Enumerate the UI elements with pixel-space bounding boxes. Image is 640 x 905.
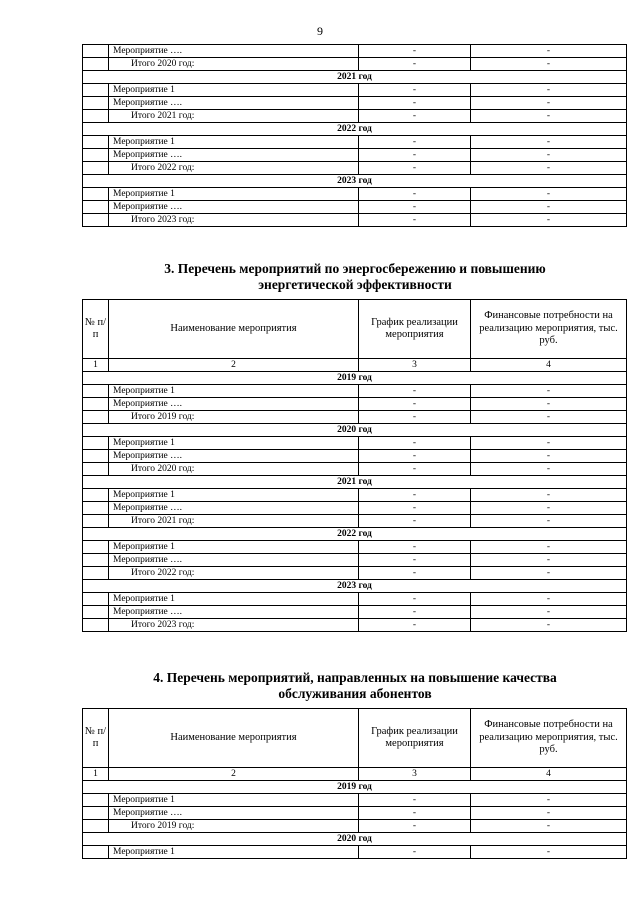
continued-table — [82, 44, 627, 227]
row-number — [83, 502, 109, 515]
total-label: Итого 2022 год: — [109, 567, 359, 580]
finance-value: - — [471, 593, 627, 606]
column-number: 3 — [359, 768, 471, 781]
item-name: Мероприятие …. — [109, 502, 359, 515]
schedule-value: - — [359, 541, 471, 554]
schedule-value: - — [359, 820, 471, 833]
total-row — [83, 214, 627, 227]
table-row — [83, 593, 627, 606]
total-row — [83, 411, 627, 424]
schedule-value: - — [359, 437, 471, 450]
schedule-value: - — [359, 606, 471, 619]
finance-value: - — [471, 437, 627, 450]
row-number — [83, 515, 109, 528]
row-number — [83, 437, 109, 450]
row-number — [83, 846, 109, 859]
section-4-table-body — [83, 781, 627, 859]
total-row — [83, 567, 627, 580]
row-number — [83, 606, 109, 619]
schedule-value: - — [359, 450, 471, 463]
item-name: Мероприятие 1 — [109, 489, 359, 502]
row-number — [83, 149, 109, 162]
total-row — [83, 110, 627, 123]
year-label: 2019 год — [83, 781, 627, 794]
year-row — [83, 580, 627, 593]
finance-value: - — [471, 807, 627, 820]
item-name: Мероприятие …. — [109, 398, 359, 411]
finance-value: - — [471, 385, 627, 398]
row-number — [83, 97, 109, 110]
finance-value: - — [471, 502, 627, 515]
schedule-value: - — [359, 149, 471, 162]
year-row — [83, 71, 627, 84]
year-label: 2020 год — [83, 833, 627, 846]
item-name: Мероприятие …. — [109, 606, 359, 619]
continued-table-body — [83, 45, 627, 227]
column-number: 1 — [83, 359, 109, 372]
total-row — [83, 515, 627, 528]
table-row — [83, 606, 627, 619]
row-number — [83, 554, 109, 567]
finance-value: - — [471, 97, 627, 110]
finance-value: - — [471, 188, 627, 201]
schedule-value: - — [359, 489, 471, 502]
finance-value: - — [471, 794, 627, 807]
row-number — [83, 136, 109, 149]
total-label: Итого 2023 год: — [109, 214, 359, 227]
finance-value: - — [471, 411, 627, 424]
total-label: Итого 2020 год: — [109, 58, 359, 71]
year-label: 2020 год — [83, 424, 627, 437]
header-row — [83, 300, 627, 359]
finance-value: - — [471, 110, 627, 123]
row-number — [83, 820, 109, 833]
row-number — [83, 188, 109, 201]
header-num: № п/п — [83, 300, 109, 359]
row-number — [83, 567, 109, 580]
year-label: 2021 год — [83, 71, 627, 84]
item-name: Мероприятие …. — [109, 450, 359, 463]
year-row — [83, 424, 627, 437]
finance-value: - — [471, 214, 627, 227]
schedule-value: - — [359, 162, 471, 175]
item-name: Мероприятие 1 — [109, 794, 359, 807]
header-row — [83, 709, 627, 768]
section-3-title — [110, 261, 600, 293]
finance-value: - — [471, 515, 627, 528]
schedule-value: - — [359, 385, 471, 398]
row-number — [83, 463, 109, 476]
table-row — [83, 385, 627, 398]
total-row — [83, 619, 627, 632]
finance-value: - — [471, 201, 627, 214]
total-label: Итого 2019 год: — [109, 411, 359, 424]
schedule-value: - — [359, 567, 471, 580]
table-row — [83, 450, 627, 463]
item-name: Мероприятие …. — [109, 201, 359, 214]
item-name: Мероприятие 1 — [109, 437, 359, 450]
finance-value: - — [471, 541, 627, 554]
table-row — [83, 201, 627, 214]
column-number-row — [83, 359, 627, 372]
finance-value: - — [471, 489, 627, 502]
row-number — [83, 398, 109, 411]
schedule-value: - — [359, 515, 471, 528]
column-number: 4 — [471, 359, 627, 372]
table-row — [83, 97, 627, 110]
page-number: 9 — [317, 24, 323, 38]
finance-value: - — [471, 554, 627, 567]
year-label: 2023 год — [83, 175, 627, 188]
row-number — [83, 162, 109, 175]
header-name: Наименование мероприятия — [109, 300, 359, 359]
row-number — [83, 214, 109, 227]
year-label: 2021 год — [83, 476, 627, 489]
row-number — [83, 593, 109, 606]
row-number — [83, 450, 109, 463]
finance-value: - — [471, 619, 627, 632]
column-number: 3 — [359, 359, 471, 372]
table-row — [83, 136, 627, 149]
row-number — [83, 794, 109, 807]
schedule-value: - — [359, 554, 471, 567]
table-row — [83, 502, 627, 515]
section-3-title-line-1: 3. Перечень мероприятий по энергосбережению и повышению — [164, 261, 546, 276]
finance-value: - — [471, 606, 627, 619]
row-number — [83, 58, 109, 71]
schedule-value: - — [359, 110, 471, 123]
header-name: Наименование мероприятия — [109, 709, 359, 768]
item-name: Мероприятие …. — [109, 554, 359, 567]
year-label: 2023 год — [83, 580, 627, 593]
schedule-value: - — [359, 807, 471, 820]
table-row — [83, 846, 627, 859]
column-number: 4 — [471, 768, 627, 781]
finance-value: - — [471, 463, 627, 476]
table-row — [83, 45, 627, 58]
section-3-table — [82, 299, 627, 632]
finance-value: - — [471, 84, 627, 97]
section-4-title-line-1: 4. Перечень мероприятий, направленных на повышение качества — [153, 670, 557, 685]
column-number: 2 — [109, 359, 359, 372]
year-row — [83, 175, 627, 188]
table-row — [83, 84, 627, 97]
total-label: Итого 2023 год: — [109, 619, 359, 632]
total-label: Итого 2019 год: — [109, 820, 359, 833]
row-number — [83, 489, 109, 502]
item-name: Мероприятие 1 — [109, 846, 359, 859]
table-row — [83, 398, 627, 411]
row-number — [83, 619, 109, 632]
header-num: № п/п — [83, 709, 109, 768]
finance-value: - — [471, 820, 627, 833]
schedule-value: - — [359, 84, 471, 97]
section-4-title — [110, 670, 600, 702]
year-row — [83, 781, 627, 794]
item-name: Мероприятие …. — [109, 149, 359, 162]
year-row — [83, 372, 627, 385]
row-number — [83, 84, 109, 97]
header-finance: Финансовые потребности на реализацию мероприятия, тыс. руб. — [471, 300, 627, 359]
item-name: Мероприятие …. — [109, 45, 359, 58]
schedule-value: - — [359, 411, 471, 424]
item-name: Мероприятие 1 — [109, 541, 359, 554]
year-row — [83, 833, 627, 846]
item-name: Мероприятие 1 — [109, 385, 359, 398]
column-number: 1 — [83, 768, 109, 781]
total-row — [83, 820, 627, 833]
finance-value: - — [471, 398, 627, 411]
finance-value: - — [471, 846, 627, 859]
column-number-row — [83, 768, 627, 781]
table-row — [83, 188, 627, 201]
schedule-value: - — [359, 97, 471, 110]
total-label: Итого 2022 год: — [109, 162, 359, 175]
row-number — [83, 807, 109, 820]
section-3-title-line-2: энергетической эффективности — [258, 277, 452, 292]
row-number — [83, 45, 109, 58]
section-3-table-body — [83, 372, 627, 632]
schedule-value: - — [359, 188, 471, 201]
finance-value: - — [471, 450, 627, 463]
total-row — [83, 162, 627, 175]
row-number — [83, 201, 109, 214]
schedule-value: - — [359, 201, 471, 214]
item-name: Мероприятие 1 — [109, 136, 359, 149]
schedule-value: - — [359, 502, 471, 515]
table-row — [83, 554, 627, 567]
table-row — [83, 437, 627, 450]
finance-value: - — [471, 567, 627, 580]
table-row — [83, 489, 627, 502]
finance-value: - — [471, 149, 627, 162]
schedule-value: - — [359, 45, 471, 58]
item-name: Мероприятие 1 — [109, 188, 359, 201]
year-label: 2022 год — [83, 123, 627, 136]
table-row — [83, 794, 627, 807]
section-4-table — [82, 708, 627, 859]
total-row — [83, 58, 627, 71]
schedule-value: - — [359, 214, 471, 227]
schedule-value: - — [359, 846, 471, 859]
item-name: Мероприятие 1 — [109, 84, 359, 97]
year-row — [83, 476, 627, 489]
finance-value: - — [471, 45, 627, 58]
finance-value: - — [471, 58, 627, 71]
header-schedule: График реализации мероприятия — [359, 300, 471, 359]
table-row — [83, 149, 627, 162]
table-row — [83, 807, 627, 820]
year-row — [83, 528, 627, 541]
total-label: Итого 2021 год: — [109, 110, 359, 123]
row-number — [83, 110, 109, 123]
year-label: 2022 год — [83, 528, 627, 541]
column-number: 2 — [109, 768, 359, 781]
total-row — [83, 463, 627, 476]
row-number — [83, 541, 109, 554]
finance-value: - — [471, 136, 627, 149]
schedule-value: - — [359, 619, 471, 632]
finance-value: - — [471, 162, 627, 175]
schedule-value: - — [359, 593, 471, 606]
total-label: Итого 2020 год: — [109, 463, 359, 476]
schedule-value: - — [359, 463, 471, 476]
row-number — [83, 411, 109, 424]
year-row — [83, 123, 627, 136]
table-row — [83, 541, 627, 554]
row-number — [83, 385, 109, 398]
schedule-value: - — [359, 58, 471, 71]
year-label: 2019 год — [83, 372, 627, 385]
header-schedule: График реализации мероприятия — [359, 709, 471, 768]
item-name: Мероприятие …. — [109, 97, 359, 110]
item-name: Мероприятие …. — [109, 807, 359, 820]
item-name: Мероприятие 1 — [109, 593, 359, 606]
schedule-value: - — [359, 136, 471, 149]
schedule-value: - — [359, 398, 471, 411]
section-4-title-line-2: обслуживания абонентов — [278, 686, 432, 701]
header-finance: Финансовые потребности на реализацию мероприятия, тыс. руб. — [471, 709, 627, 768]
schedule-value: - — [359, 794, 471, 807]
total-label: Итого 2021 год: — [109, 515, 359, 528]
